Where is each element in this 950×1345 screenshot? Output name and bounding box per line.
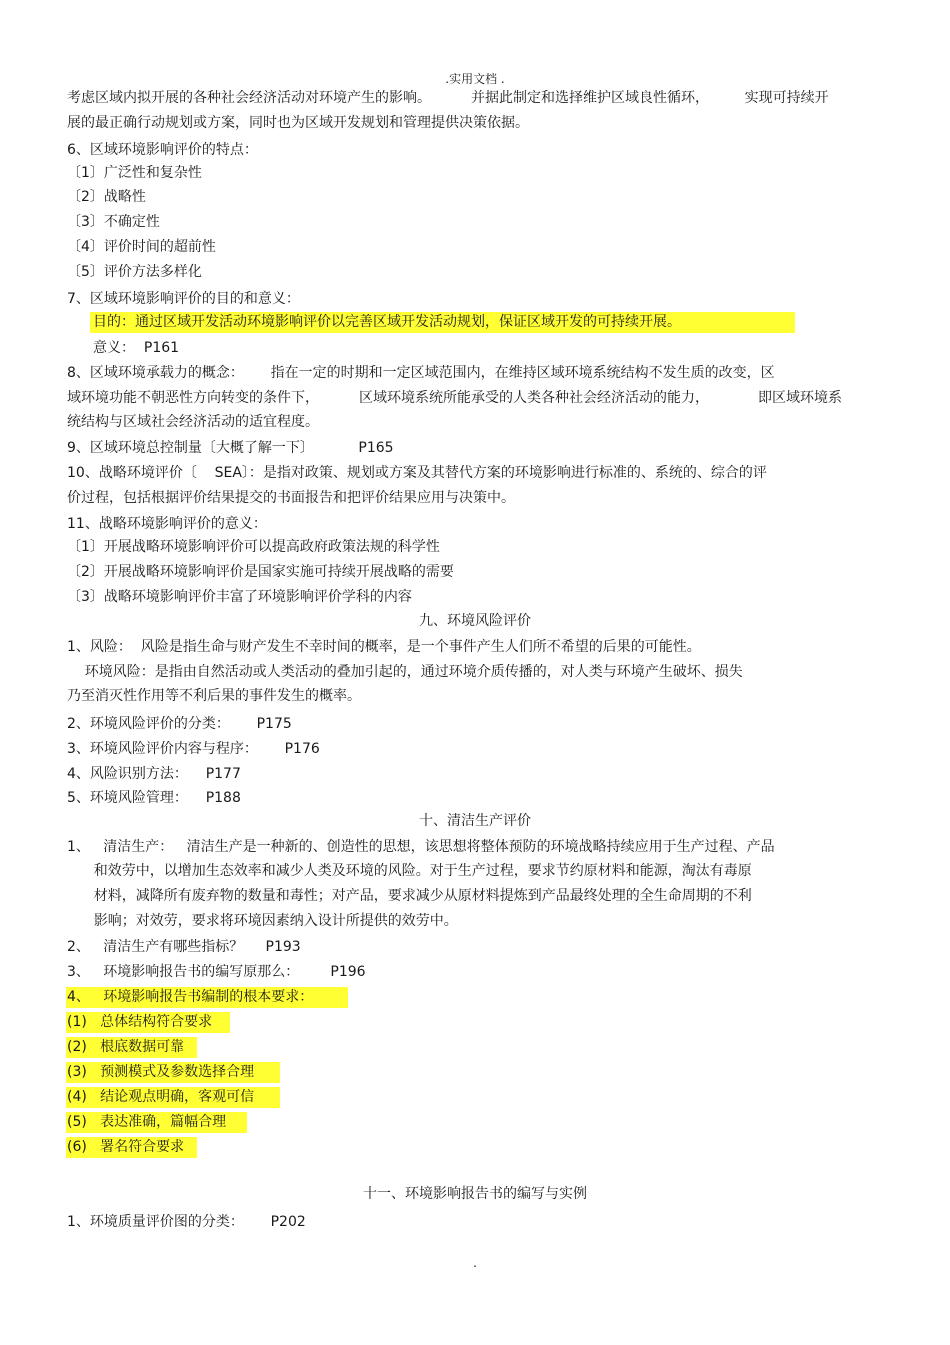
clean-line-4: 影响；对效劳，要求将环境因素纳入设计所提供的效劳中。: [67, 913, 458, 929]
map-classification: 1、环境质量评价图的分类： P202: [67, 1214, 306, 1230]
q7-purpose: 目的：通过区域开发活动环境影响评价以完善区域开发活动规划，保证区域开发的可持续开展。: [93, 314, 681, 330]
q10-line-1: 10、战略环境评价〔 SEA〕：是指对政策、规划或方案及其替代方案的环境影响进行标准的、系统的、综合的评: [67, 465, 767, 481]
risk-item: 2、环境风险评价的分类： P175: [67, 716, 292, 732]
section-heading-9: 九、环境风险评价: [419, 613, 531, 629]
clean-q2: 2、 清洁生产有哪些指标？ P193: [67, 939, 301, 955]
q8-line-3: 统结构与区域社会经济活动的适宜程度。: [67, 414, 319, 430]
q11-title: 11、战略环境影响评价的意义：: [67, 516, 267, 532]
q7-title: 7、区域环境影响评价的目的和意义：: [67, 291, 300, 307]
q11-item: 〔3〕战略环境影响评价丰富了环境影响评价学科的内容: [67, 589, 412, 605]
risk-item: 4、风险识别方法： P177: [67, 766, 241, 782]
q6-item: 〔2〕战略性: [67, 189, 146, 205]
requirement-item: (2) 根底数据可靠: [67, 1039, 185, 1055]
q6-item: 〔3〕不确定性: [67, 214, 160, 230]
clean-q4: 4、 环境影响报告书编制的根本要求：: [67, 989, 314, 1005]
q8-line-2: 域环境功能不朝恶性方向转变的条件下， 区域环境系统所能承受的人类各种社会经济活动的能力， 即区域环境系: [67, 390, 843, 406]
intro-line-2: 展的最正确行动规划或方案，同时也为区域开发规划和管理提供决策依据。: [67, 115, 529, 131]
section-heading-10: 十、清洁生产评价: [419, 813, 531, 829]
requirement-item: (5) 表达准确，篇幅合理: [67, 1114, 227, 1130]
clean-line-1: 1、 清洁生产： 清洁生产是一种新的、创造性的思想，该思想将整体预防的环境战略持续应用于生产过程、产品: [67, 839, 775, 855]
q6-item: 〔4〕评价时间的超前性: [67, 239, 216, 255]
page-header: .实用文档 .: [445, 72, 505, 86]
intro-line-1: 考虑区域内拟开展的各种社会经济活动对环境产生的影响。 并据此制定和选择维护区域良性循环， 实现可持续开: [67, 90, 829, 106]
q6-item: 〔1〕广泛性和复杂性: [67, 165, 202, 181]
risk-item: 3、环境风险评价内容与程序： P176: [67, 741, 320, 757]
q6-title: 6、区域环境影响评价的特点：: [67, 142, 258, 158]
risk-item: 5、环境风险管理： P188: [67, 790, 241, 806]
q8-line-1: 8、区域环境承载力的概念： 指在一定的时期和一定区域范围内，在维持区域环境系统结构不发生质的改变，区: [67, 365, 775, 381]
q7-meaning: 意义： P161: [93, 340, 180, 356]
clean-q3: 3、 环境影响报告书的编写原那么： P196: [67, 964, 366, 980]
env-risk-line-1: 环境风险：是指由自然活动或人类活动的叠加引起的，通过环境介质传播的，对人类与环境产生破坏、损失: [67, 664, 743, 680]
q11-item: 〔2〕开展战略环境影响评价是国家实施可持续开展战略的需要: [67, 564, 454, 580]
env-risk-line-2: 乃至消灭性作用等不利后果的事件发生的概率。: [67, 688, 361, 704]
requirement-item: (6) 署名符合要求: [67, 1139, 185, 1155]
q9-line: 9、区域环境总控制量〔大概了解一下〕 P165: [67, 440, 394, 456]
requirement-item: (1) 总体结构符合要求: [67, 1014, 213, 1030]
clean-line-2: 和效劳中，以增加生态效率和减少人类及环境的风险。对于生产过程，要求节约原材料和能源，淘汰有毒原: [67, 863, 752, 879]
q10-line-2: 价过程，包括根据评价结果提交的书面报告和把评价结果应用与决策中。: [67, 490, 515, 506]
section-heading-11: 十一、环境影响报告书的编写与实例: [363, 1186, 587, 1202]
page-footer: .: [473, 1256, 477, 1270]
requirement-item: (3) 预测模式及参数选择合理: [67, 1064, 255, 1080]
requirement-item: (4) 结论观点明确，客观可信: [67, 1089, 255, 1105]
clean-line-3: 材料，减降所有废弃物的数量和毒性；对产品，要求减少从原材料提炼到产品最终处理的全生命周期的不利: [67, 888, 752, 904]
q6-item: 〔5〕评价方法多样化: [67, 264, 202, 280]
q11-item: 〔1〕开展战略环境影响评价可以提高政府政策法规的科学性: [67, 539, 440, 555]
risk-definition: 1、风险： 风险是指生命与财产发生不幸时间的概率，是一个事件产生人们所不希望的后果的可能性。: [67, 639, 701, 655]
